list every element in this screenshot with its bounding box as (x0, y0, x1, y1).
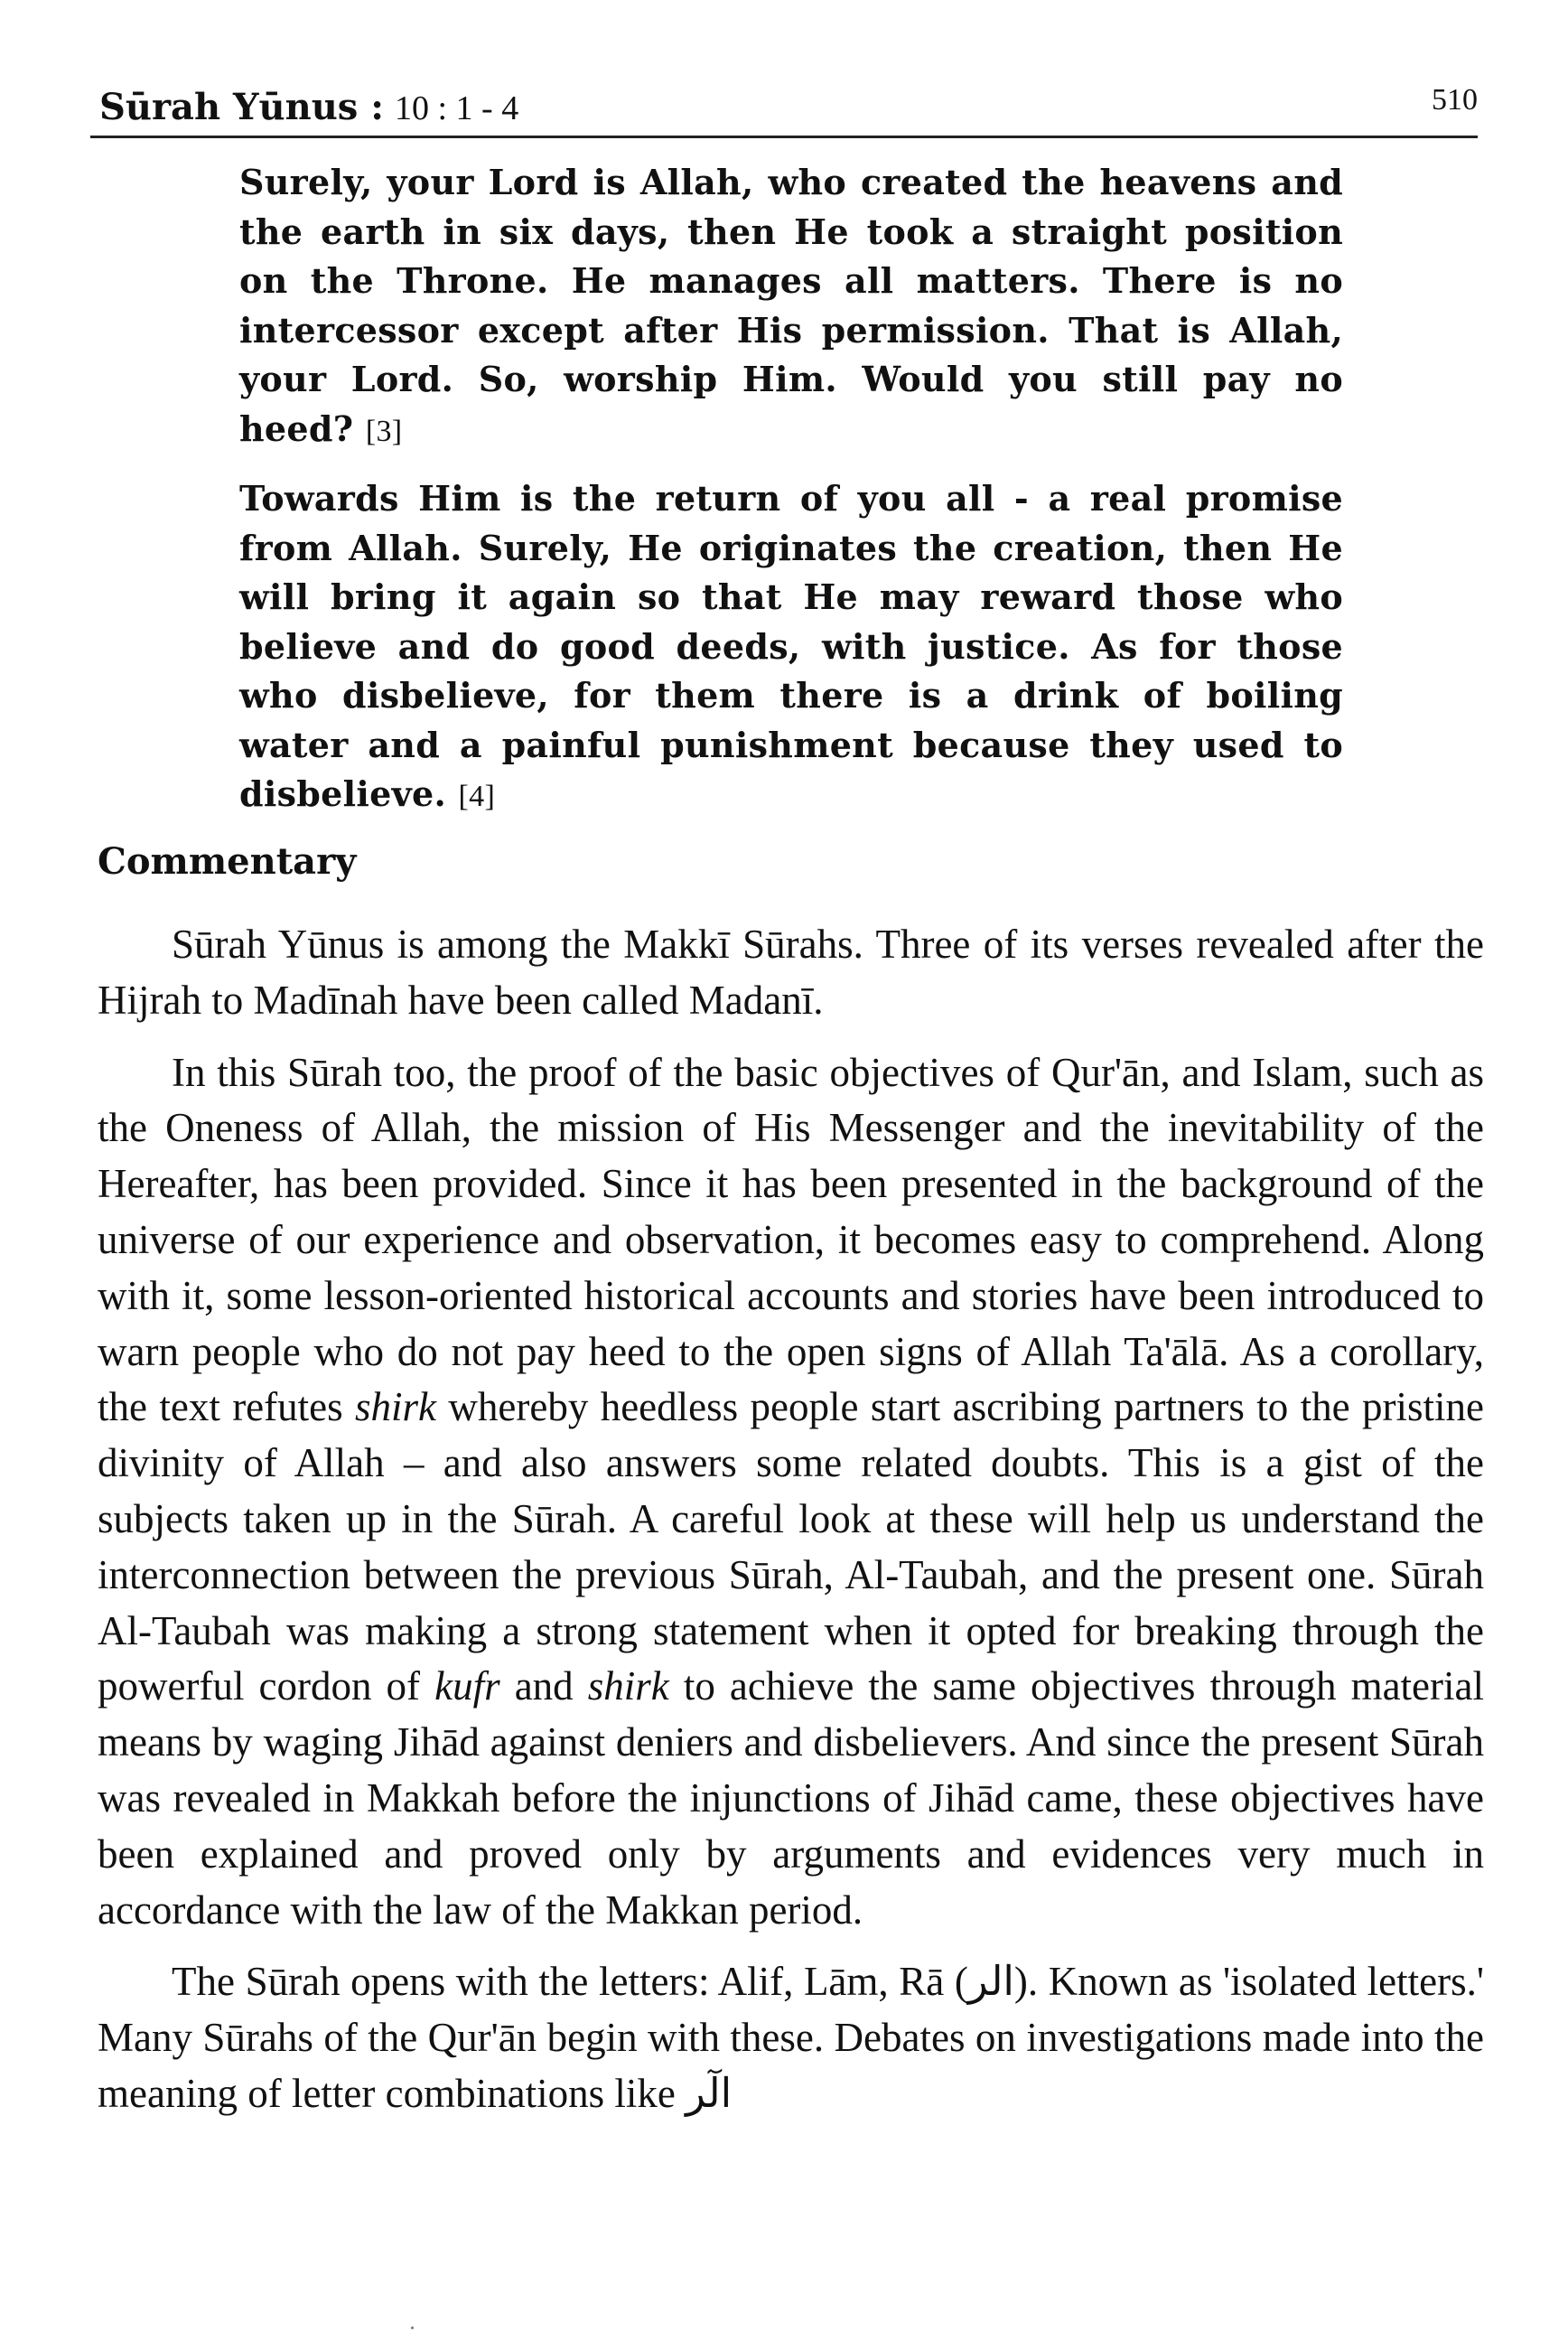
verse-4-number: [4] (458, 780, 496, 813)
verse-range: 10 : 1 - 4 (394, 89, 519, 127)
verse-4 (239, 474, 1343, 822)
p2-text-e: and (499, 1663, 588, 1709)
verse-3-number: [3] (365, 414, 403, 448)
commentary-heading: Commentary (98, 840, 357, 883)
commentary-paragraph-3: The Sūrah opens with the letters: Alif, Lām, Rā (الر). Known as 'isolated letters.' Many Sūrahs of the Qur'ān begin with these. Debates on investigations made into the meaning of letter combinations like الٓر (98, 1959, 1484, 2116)
p2-term-shirk: shirk (355, 1384, 437, 1430)
page-number: 510 (1432, 83, 1478, 117)
header-title (99, 86, 518, 128)
p2-text-g: to achieve the same objectives through material means by waging Jihād against deniers and disbelievers. And since the present Sūrah was revealed in Makkah before the injunctions of Jihād came, these objectives have been explained and proved only by arguments and evidences very much in accordance with the law of the Makkan period. (98, 1663, 1484, 1933)
verse-translation-block (239, 158, 1343, 840)
scan-speck (411, 2327, 414, 2329)
p2-text-a: In this Sūrah too, the proof of the basic objectives of Qur'ān, and Islam, such as the Oneness of Allah, the mission of His Messenger and the inevitability of the Hereafter, has been provided. Since it has been presented in the background of the universe of our experience and observation, it becomes easy to comprehend. Along with it, some lesson-oriented historical accounts and stories have been introduced to warn people who do not pay heed to the open signs of Allah Ta'ālā. As a corollary, the text refutes (98, 1049, 1484, 1430)
commentary-paragraph-1: Sūrah Yūnus is among the Makkī Sūrahs. Three of its verses revealed after the Hijrah to Madīnah have been called Madanī. (98, 922, 1484, 1023)
commentary-body (98, 917, 1484, 2139)
p2-term-shirk-2: shirk (587, 1663, 669, 1709)
surah-name: Sūrah Yūnus : (99, 86, 384, 128)
verse-3-text: Surely, your Lord is Allah, who created the heavens and the earth in six days, then He took a straight position on the Throne. He manages all matters. There is no intercessor except after His permission. That is Allah, your Lord. So, worship Him. Would you still pay no heed? (239, 162, 1343, 449)
verse-3 (239, 158, 1343, 456)
verse-4-text: Towards Him is the return of you all - a real promise from Allah. Surely, He originates the creation, then He will bring it again so that He may reward those who believe and do good deeds, with justice. As for those who disbelieve, for them there is a drink of boiling water and a painful punishment because they used to disbelieve. (239, 478, 1343, 814)
p2-term-kufr: kufr (434, 1663, 500, 1709)
running-header (90, 63, 1478, 138)
p2-text-c: whereby heedless people start ascribing partners to the pristine divinity of Allah – and also answers some related doubts. This is a gist of the subjects taken up in the Sūrah. A careful look at these will help us understand the interconnection between the previous Sūrah, Al-Taubah, and the present one. Sūrah Al-Taubah was making a strong statement when it opted for breaking through the powerful cordon of (98, 1384, 1485, 1709)
commentary-paragraph-2 (98, 1045, 1484, 1939)
